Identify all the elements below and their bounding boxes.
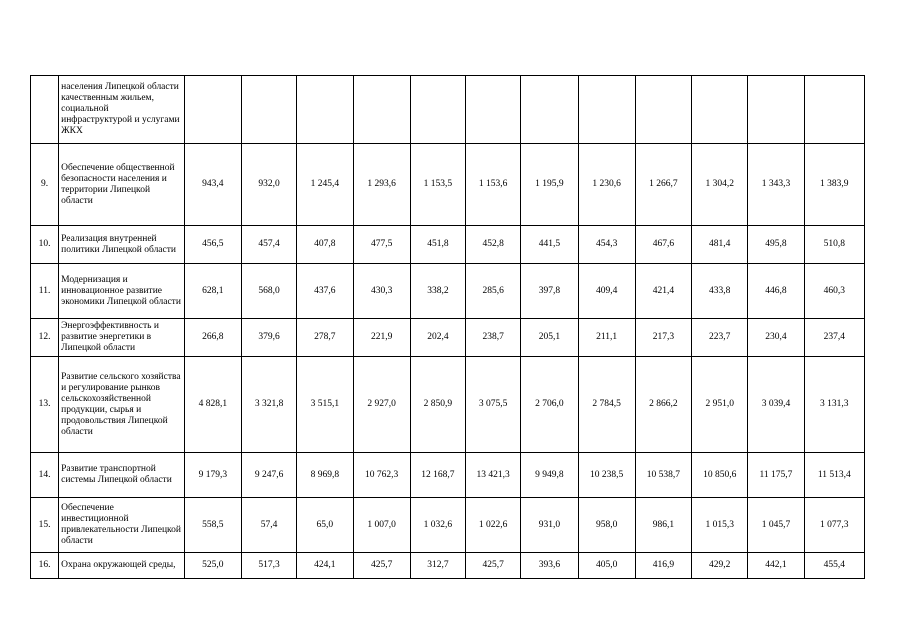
value-cell: 451,8 bbox=[410, 226, 465, 264]
value-cell: 1 153,5 bbox=[410, 144, 465, 226]
value-cell: 1 293,6 bbox=[353, 144, 410, 226]
value-cell: 452,8 bbox=[466, 226, 521, 264]
value-cell: 1 032,6 bbox=[410, 498, 465, 553]
value-cell: 10 238,5 bbox=[578, 453, 635, 498]
program-name: Обеспечение инвестиционной привлекательности Липецкой области bbox=[59, 498, 185, 553]
value-cell: 1 343,3 bbox=[748, 144, 804, 226]
row-number: 12. bbox=[31, 319, 59, 357]
value-cell: 238,7 bbox=[466, 319, 521, 357]
value-cell: 441,5 bbox=[521, 226, 578, 264]
row-number: 14. bbox=[31, 453, 59, 498]
table-row bbox=[31, 498, 865, 553]
value-cell: 1 304,2 bbox=[692, 144, 748, 226]
value-cell bbox=[748, 76, 804, 144]
value-cell: 379,6 bbox=[241, 319, 296, 357]
value-cell: 1 230,6 bbox=[578, 144, 635, 226]
value-cell bbox=[410, 76, 465, 144]
table-body bbox=[31, 76, 865, 579]
value-cell: 3 515,1 bbox=[297, 357, 353, 453]
value-cell: 932,0 bbox=[241, 144, 296, 226]
value-cell: 9 247,6 bbox=[241, 453, 296, 498]
value-cell: 12 168,7 bbox=[410, 453, 465, 498]
value-cell: 931,0 bbox=[521, 498, 578, 553]
row-number: 13. bbox=[31, 357, 59, 453]
value-cell bbox=[578, 76, 635, 144]
row-number: 10. bbox=[31, 226, 59, 264]
program-name: Модернизация и инновационное развитие экономики Липецкой области bbox=[59, 264, 185, 319]
value-cell: 1 007,0 bbox=[353, 498, 410, 553]
table-row bbox=[31, 553, 865, 579]
value-cell: 510,8 bbox=[804, 226, 864, 264]
program-name: Развитие транспортной системы Липецкой области bbox=[59, 453, 185, 498]
value-cell: 455,4 bbox=[804, 553, 864, 579]
value-cell: 1 195,9 bbox=[521, 144, 578, 226]
table-row bbox=[31, 357, 865, 453]
value-cell: 312,7 bbox=[410, 553, 465, 579]
value-cell bbox=[353, 76, 410, 144]
value-cell: 223,7 bbox=[692, 319, 748, 357]
value-cell: 397,8 bbox=[521, 264, 578, 319]
value-cell: 393,6 bbox=[521, 553, 578, 579]
budget-table bbox=[30, 75, 865, 579]
value-cell: 2 706,0 bbox=[521, 357, 578, 453]
value-cell: 3 321,8 bbox=[241, 357, 296, 453]
value-cell: 217,3 bbox=[635, 319, 691, 357]
value-cell: 2 866,2 bbox=[635, 357, 691, 453]
value-cell: 495,8 bbox=[748, 226, 804, 264]
value-cell: 1 153,6 bbox=[466, 144, 521, 226]
value-cell bbox=[521, 76, 578, 144]
program-name: населения Липецкой области качественным жильем, социальной инфраструктурой и услугами ЖКХ bbox=[59, 76, 185, 144]
program-name: Развитие сельского хозяйства и регулирование рынков сельскохозяйственной продукции, сырья и продовольствия Липецкой области bbox=[59, 357, 185, 453]
value-cell: 409,4 bbox=[578, 264, 635, 319]
value-cell: 525,0 bbox=[184, 553, 241, 579]
value-cell: 237,4 bbox=[804, 319, 864, 357]
value-cell: 266,8 bbox=[184, 319, 241, 357]
value-cell: 628,1 bbox=[184, 264, 241, 319]
value-cell: 429,2 bbox=[692, 553, 748, 579]
value-cell: 3 075,5 bbox=[466, 357, 521, 453]
value-cell: 65,0 bbox=[297, 498, 353, 553]
value-cell: 437,6 bbox=[297, 264, 353, 319]
table-row bbox=[31, 144, 865, 226]
program-name: Охрана окружающей среды, bbox=[59, 553, 185, 579]
row-number: 11. bbox=[31, 264, 59, 319]
row-number bbox=[31, 76, 59, 144]
value-cell bbox=[466, 76, 521, 144]
value-cell: 4 828,1 bbox=[184, 357, 241, 453]
value-cell: 986,1 bbox=[635, 498, 691, 553]
program-name: Энергоэффективность и развитие энергетики в Липецкой области bbox=[59, 319, 185, 357]
value-cell: 2 784,5 bbox=[578, 357, 635, 453]
table-row bbox=[31, 76, 865, 144]
table-row bbox=[31, 264, 865, 319]
value-cell: 1 245,4 bbox=[297, 144, 353, 226]
table-row bbox=[31, 453, 865, 498]
value-cell: 457,4 bbox=[241, 226, 296, 264]
table-row bbox=[31, 319, 865, 357]
value-cell: 430,3 bbox=[353, 264, 410, 319]
value-cell: 416,9 bbox=[635, 553, 691, 579]
value-cell: 425,7 bbox=[466, 553, 521, 579]
program-name: Реализация внутренней политики Липецкой области bbox=[59, 226, 185, 264]
value-cell: 8 969,8 bbox=[297, 453, 353, 498]
value-cell: 230,4 bbox=[748, 319, 804, 357]
value-cell: 421,4 bbox=[635, 264, 691, 319]
value-cell: 9 949,8 bbox=[521, 453, 578, 498]
value-cell: 285,6 bbox=[466, 264, 521, 319]
value-cell: 405,0 bbox=[578, 553, 635, 579]
value-cell: 9 179,3 bbox=[184, 453, 241, 498]
value-cell: 10 538,7 bbox=[635, 453, 691, 498]
value-cell: 11 175,7 bbox=[748, 453, 804, 498]
value-cell: 433,8 bbox=[692, 264, 748, 319]
value-cell: 1 383,9 bbox=[804, 144, 864, 226]
value-cell: 454,3 bbox=[578, 226, 635, 264]
value-cell: 943,4 bbox=[184, 144, 241, 226]
value-cell: 278,7 bbox=[297, 319, 353, 357]
value-cell: 407,8 bbox=[297, 226, 353, 264]
value-cell: 3 039,4 bbox=[748, 357, 804, 453]
value-cell: 1 022,6 bbox=[466, 498, 521, 553]
value-cell: 558,5 bbox=[184, 498, 241, 553]
value-cell bbox=[692, 76, 748, 144]
value-cell bbox=[184, 76, 241, 144]
value-cell: 442,1 bbox=[748, 553, 804, 579]
value-cell bbox=[804, 76, 864, 144]
value-cell: 456,5 bbox=[184, 226, 241, 264]
value-cell: 10 762,3 bbox=[353, 453, 410, 498]
value-cell: 13 421,3 bbox=[466, 453, 521, 498]
program-name: Обеспечение общественной безопасности населения и территории Липецкой области bbox=[59, 144, 185, 226]
value-cell: 568,0 bbox=[241, 264, 296, 319]
value-cell: 467,6 bbox=[635, 226, 691, 264]
value-cell: 10 850,6 bbox=[692, 453, 748, 498]
value-cell bbox=[635, 76, 691, 144]
value-cell bbox=[241, 76, 296, 144]
value-cell: 517,3 bbox=[241, 553, 296, 579]
value-cell: 1 015,3 bbox=[692, 498, 748, 553]
value-cell: 221,9 bbox=[353, 319, 410, 357]
value-cell: 11 513,4 bbox=[804, 453, 864, 498]
value-cell: 2 927,0 bbox=[353, 357, 410, 453]
value-cell: 460,3 bbox=[804, 264, 864, 319]
value-cell: 205,1 bbox=[521, 319, 578, 357]
value-cell: 3 131,3 bbox=[804, 357, 864, 453]
value-cell: 477,5 bbox=[353, 226, 410, 264]
row-number: 15. bbox=[31, 498, 59, 553]
value-cell: 1 045,7 bbox=[748, 498, 804, 553]
table-row bbox=[31, 226, 865, 264]
value-cell bbox=[297, 76, 353, 144]
row-number: 9. bbox=[31, 144, 59, 226]
value-cell: 958,0 bbox=[578, 498, 635, 553]
value-cell: 446,8 bbox=[748, 264, 804, 319]
value-cell: 57,4 bbox=[241, 498, 296, 553]
value-cell: 2 951,0 bbox=[692, 357, 748, 453]
value-cell: 202,4 bbox=[410, 319, 465, 357]
value-cell: 1 077,3 bbox=[804, 498, 864, 553]
value-cell: 1 266,7 bbox=[635, 144, 691, 226]
value-cell: 481,4 bbox=[692, 226, 748, 264]
value-cell: 425,7 bbox=[353, 553, 410, 579]
value-cell: 2 850,9 bbox=[410, 357, 465, 453]
row-number: 16. bbox=[31, 553, 59, 579]
value-cell: 211,1 bbox=[578, 319, 635, 357]
value-cell: 424,1 bbox=[297, 553, 353, 579]
value-cell: 338,2 bbox=[410, 264, 465, 319]
